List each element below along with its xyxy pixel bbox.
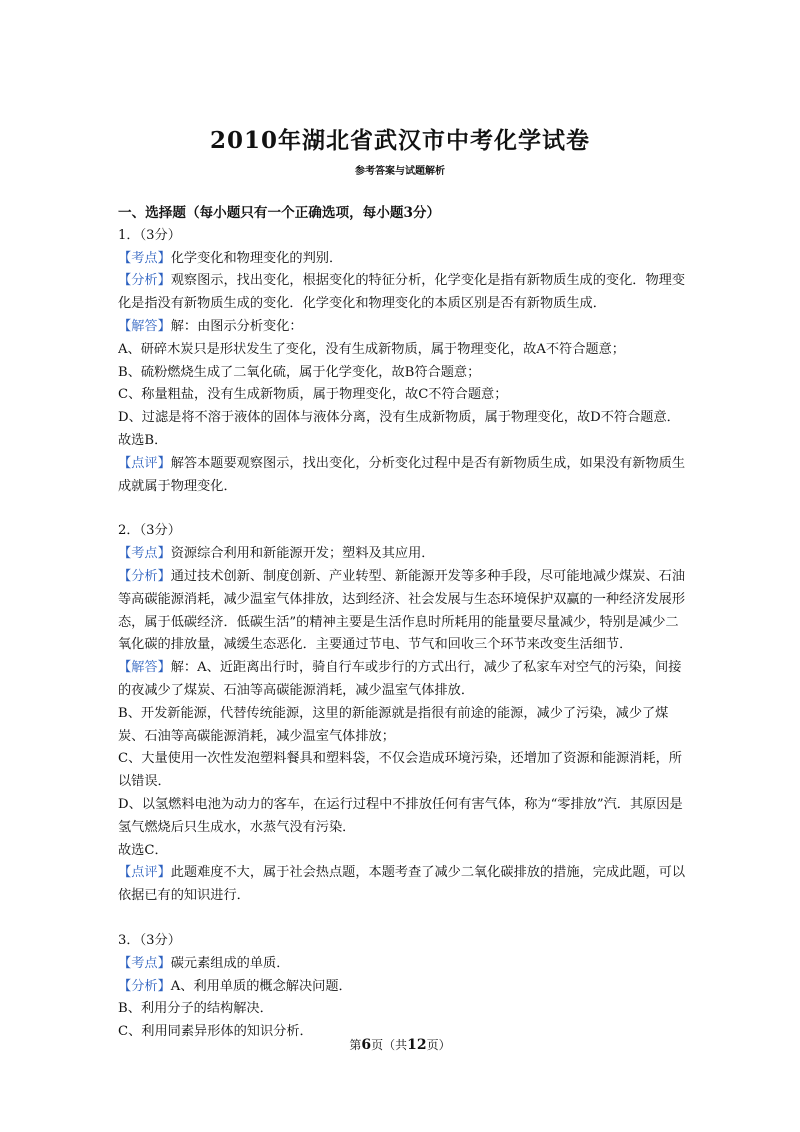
kaodian-row: 【考点】资源综合利用和新能源开发；塑料及其应用． (118, 546, 435, 562)
kaodian-row: 【考点】碳元素组成的单质． (118, 955, 290, 971)
document-subtitle: 参考答案与试题解析 (355, 166, 445, 177)
kaodian-row: 【考点】化学变化和物理变化的判别． (118, 250, 343, 266)
jieda-text: 解：由图示分析变化： (170, 318, 303, 334)
jieda-tag: 解答 (131, 318, 158, 334)
fenxi-row: 【分析】通过技术创新、制度创新、产业转型、新能源开发等多种手段，尽可能地减少煤炭、石油等高碳能源消耗，减少温室气体排放，达到经济、社会发展与生态环境保护双赢的一种经济发展形态，属于低碳经济．低碳生活”的精神主要是生活作息时所耗用的能量要尽量减少，特别是减少二氧化碳的排放量，减缓生态恶化．主要通过节电、节气和回收三个环节来改变生活细节． (118, 568, 686, 653)
kaodian-text: 资源综合利用和新能源开发；塑料及其应用． (170, 546, 435, 562)
dianping-row: 【点评】此题难度不大，属于社会热点题，本题考查了减少二氧化碳排放的措施，完成此题，可以依据已有的知识进行． (118, 865, 686, 904)
fenxi-tag: 分析 (131, 568, 158, 584)
fenxi-text: 观察图示，找出变化，根据变化的特征分析，化学变化是指有新物质生成的变化．物理变化是指没有新物质生成的变化．化学变化和物理变化的本质区别是否有新物质生成． (118, 273, 686, 312)
kaodian-tag: 考点 (131, 955, 158, 971)
answer-line: D、以氢燃料电池为动力的客车，在运行过程中不排放任何有害气体，称为“零排放”汽．其原因是氢气燃烧后只生成水，水蒸气没有污染． (118, 796, 683, 835)
question-3 (118, 930, 688, 1044)
question-number: 3．（3分） (118, 932, 181, 948)
question-2 (118, 520, 688, 908)
answer-line: 故选B． (118, 432, 168, 448)
footer-middle: 页（共 (371, 1038, 408, 1052)
document-title: 2010年湖北省武汉市中考化学试卷 (209, 127, 590, 154)
dianping-text: 解答本题要观察图示，找出变化，分析变化过程中是否有新物质生成，如果没有新物质生成就属于物理变化． (118, 455, 686, 494)
question-number: 1．（3分） (118, 227, 181, 243)
dianping-tag: 点评 (131, 455, 158, 471)
answer-line: B、利用分子的结构解决． (118, 1001, 273, 1017)
document-body (118, 202, 688, 1044)
fenxi-tag: 分析 (131, 978, 158, 994)
kaodian-tag: 考点 (131, 546, 158, 562)
jieda-tag: 解答 (131, 660, 158, 676)
fenxi-text: 通过技术创新、制度创新、产业转型、新能源开发等多种手段，尽可能地减少煤炭、石油等高碳能源消耗，减少温室气体排放，达到经济、社会发展与生态环境保护双赢的一种经济发展形态，属于低碳经济．低碳生活”的精神主要是生活作息时所耗用的能量要尽量减少，特别是减少二氧化碳的排放量，减缓生态恶化．主要通过节电、节气和回收三个环节来改变生活细节． (118, 568, 686, 653)
jieda-row: 【解答】解：A、近距离出行时，骑自行车或步行的方式出行，减少了私家车对空气的污染，间接的夜减少了煤炭、石油等高碳能源消耗，减少温室气体排放． (118, 660, 682, 698)
page-number: 6 (361, 1037, 372, 1053)
jieda-row: 【解答】解：由图示分析变化： (118, 318, 303, 334)
kaodian-text: 碳元素组成的单质． (170, 955, 290, 971)
fenxi-row: 【分析】A、利用单质的概念解决问题． (118, 978, 352, 994)
page-footer (0, 1036, 800, 1053)
question-number: 2．（3分） (118, 523, 181, 539)
answer-line: C、利用同素异形体的知识分析． (118, 1024, 313, 1040)
dianping-row: 【点评】解答本题要观察图示，找出变化，分析变化过程中是否有新物质生成，如果没有新物质生成就属于物理变化． (118, 455, 686, 494)
answer-line: D、过滤是将不溶于液体的固体与液体分离，没有生成新物质，属于物理变化，故D不符合题意． (118, 410, 680, 426)
kaodian-text: 化学变化和物理变化的判别． (170, 250, 343, 266)
question-1 (118, 225, 688, 499)
kaodian-tag: 考点 (131, 250, 158, 266)
fenxi-text: A、利用单质的概念解决问题． (170, 978, 352, 994)
answer-line: C、称量粗盐，没有生成新物质，属于物理变化，故C不符合题意； (118, 387, 508, 403)
fenxi-row: 【分析】观察图示，找出变化，根据变化的特征分析，化学变化是指有新物质生成的变化．物理变化是指没有新物质生成的变化．化学变化和物理变化的本质区别是否有新物质生成． (118, 273, 686, 312)
footer-suffix: 页） (426, 1038, 451, 1052)
answer-line: C、大量使用一次性发泡塑料餐具和塑料袋，不仅会造成环境污染，还增加了资源和能源消耗，所以错误． (118, 751, 682, 790)
section-title: 一、选择题（每小题只有一个正确选项，每小题3分） (118, 205, 441, 221)
jieda-text: 解：A、近距离出行时，骑自行车或步行的方式出行，减少了私家车对空气的污染，间接的夜减少了煤炭、石油等高碳能源消耗，减少温室气体排放． (118, 660, 682, 698)
answer-line: B、硫粉燃烧生成了二氧化硫，属于化学变化，故B符合题意； (118, 364, 481, 380)
answer-line: A、研碎木炭只是形状发生了变化，没有生成新物质，属于物理变化，故A不符合题意； (118, 341, 625, 357)
dianping-tag: 点评 (131, 865, 158, 881)
answer-line: 故选C． (118, 842, 168, 858)
fenxi-tag: 分析 (131, 273, 158, 289)
dianping-text: 此题难度不大，属于社会热点题，本题考查了减少二氧化碳排放的措施，完成此题，可以依据已有的知识进行． (118, 865, 686, 904)
page-total: 12 (407, 1037, 427, 1053)
footer-prefix: 第 (349, 1038, 362, 1052)
answer-line: B、开发新能源，代替传统能源，这里的新能源就是指很有前途的能源，减少了污染，减少了煤炭、石油等高碳能源消耗，减少温室气体排放； (118, 705, 669, 744)
